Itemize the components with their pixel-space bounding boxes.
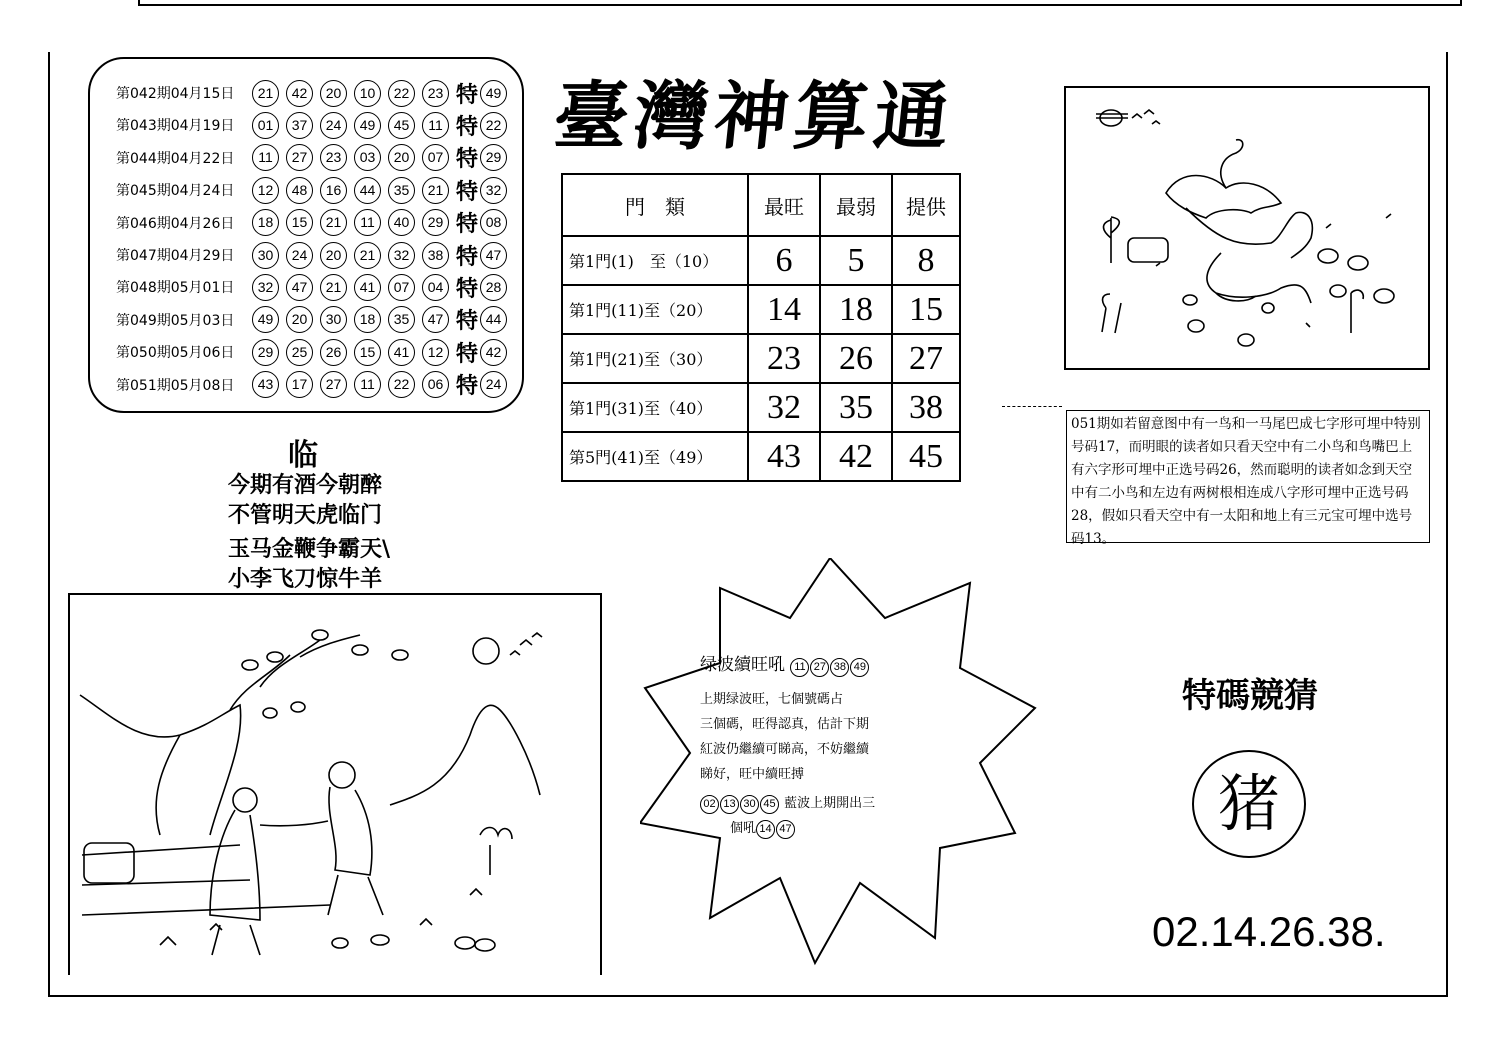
number-ball: 01 bbox=[252, 112, 279, 139]
draw-label: 第048期05月01日 bbox=[116, 280, 235, 297]
draw-label: 第045期04月24日 bbox=[116, 183, 235, 200]
page-title: 臺灣神算通 bbox=[549, 74, 959, 160]
number-ball: 07 bbox=[388, 274, 415, 301]
number-ball: 38 bbox=[422, 242, 449, 269]
draw-row bbox=[116, 174, 514, 206]
number-ball: 43 bbox=[252, 371, 279, 398]
number-ball: 17 bbox=[286, 371, 313, 398]
number-ball: 20 bbox=[320, 242, 347, 269]
table-cell: 5 bbox=[820, 236, 892, 285]
special-label: 特 bbox=[456, 81, 479, 108]
number-ball: 35 bbox=[388, 306, 415, 333]
small-number-ball: 11 bbox=[790, 658, 809, 677]
number-ball: 04 bbox=[422, 274, 449, 301]
draw-row bbox=[116, 369, 514, 401]
number-ball: 03 bbox=[354, 144, 381, 171]
number-ball: 07 bbox=[422, 144, 449, 171]
poem-title: 临 bbox=[288, 438, 318, 473]
number-ball: 06 bbox=[422, 371, 449, 398]
poem-line-1: 今期有酒今朝醉 bbox=[228, 472, 383, 498]
special-number-ball: 24 bbox=[480, 371, 507, 398]
number-ball: 23 bbox=[320, 144, 347, 171]
small-number-ball: 14 bbox=[756, 820, 775, 839]
draw-row bbox=[116, 77, 514, 109]
draw-label: 第050期05月06日 bbox=[116, 345, 235, 362]
table-row bbox=[562, 285, 960, 334]
number-ball: 16 bbox=[320, 177, 347, 204]
number-ball: 24 bbox=[286, 242, 313, 269]
starburst-line-1: 上期绿波旺，七個號碼占 bbox=[700, 692, 844, 707]
starburst-title-line bbox=[700, 650, 960, 677]
number-ball: 21 bbox=[320, 209, 347, 236]
number-ball: 27 bbox=[320, 371, 347, 398]
special-label: 特 bbox=[456, 113, 479, 140]
special-number-ball: 29 bbox=[480, 144, 507, 171]
number-ball: 35 bbox=[388, 177, 415, 204]
number-ball: 21 bbox=[252, 80, 279, 107]
table-row bbox=[562, 432, 960, 481]
number-ball: 21 bbox=[320, 274, 347, 301]
number-ball: 49 bbox=[354, 112, 381, 139]
table-cell: 35 bbox=[820, 383, 892, 432]
number-ball: 18 bbox=[252, 209, 279, 236]
number-ball: 23 bbox=[422, 80, 449, 107]
number-ball: 11 bbox=[422, 112, 449, 139]
table-cell: 14 bbox=[748, 285, 820, 334]
table-cell: 45 bbox=[892, 432, 960, 481]
draw-label: 第047期04月29日 bbox=[116, 248, 235, 264]
small-number-ball: 30 bbox=[740, 795, 759, 814]
number-ball: 22 bbox=[388, 371, 415, 398]
small-number-ball: 02 bbox=[700, 795, 719, 814]
small-number-ball: 13 bbox=[720, 795, 739, 814]
number-ball: 20 bbox=[320, 80, 347, 107]
table-cell: 18 bbox=[820, 285, 892, 334]
special-guess-animal: 猪 bbox=[1192, 750, 1306, 858]
special-label: 特 bbox=[456, 178, 479, 205]
draw-row bbox=[116, 142, 514, 174]
draw-row bbox=[116, 239, 514, 271]
table-cell: 43 bbox=[748, 432, 820, 481]
number-ball: 15 bbox=[286, 209, 313, 236]
number-ball: 29 bbox=[252, 339, 279, 366]
number-ball: 49 bbox=[252, 306, 279, 333]
number-ball: 47 bbox=[286, 274, 313, 301]
special-label: 特 bbox=[456, 340, 479, 367]
draw-label: 第049期05月03日 bbox=[116, 312, 235, 329]
number-ball: 25 bbox=[286, 339, 313, 366]
special-number-ball: 28 bbox=[480, 274, 507, 301]
number-ball: 20 bbox=[388, 144, 415, 171]
number-ball: 41 bbox=[354, 274, 381, 301]
riddle-illustration bbox=[1064, 86, 1430, 370]
special-label: 特 bbox=[456, 146, 479, 173]
number-ball: 40 bbox=[388, 209, 415, 236]
starburst-blue-line bbox=[700, 791, 960, 816]
header-hottest: 最旺 bbox=[748, 174, 820, 236]
special-number-ball: 32 bbox=[480, 177, 507, 204]
number-ball: 42 bbox=[286, 80, 313, 107]
table-cell: 32 bbox=[748, 383, 820, 432]
special-label: 特 bbox=[456, 211, 479, 238]
number-ball: 32 bbox=[388, 242, 415, 269]
bird-horse-drawing bbox=[1066, 88, 1428, 368]
draw-row bbox=[116, 336, 514, 368]
table-row bbox=[562, 236, 960, 285]
number-ball: 18 bbox=[354, 306, 381, 333]
table-row bbox=[562, 383, 960, 432]
number-ball: 11 bbox=[354, 209, 381, 236]
table-cell: 8 bbox=[892, 236, 960, 285]
bottom-numbers: 02.14.26.38. bbox=[1152, 908, 1386, 955]
number-ball: 21 bbox=[354, 242, 381, 269]
small-number-ball: 27 bbox=[810, 658, 829, 677]
starburst-line-4: 睇好，旺中續旺搏 bbox=[700, 767, 805, 782]
small-number-ball: 47 bbox=[776, 820, 795, 839]
poem-line-3: 玉马金鞭争霸天\ bbox=[228, 536, 391, 562]
small-number-ball: 49 bbox=[850, 658, 869, 677]
dotted-divider bbox=[1002, 406, 1062, 408]
header-weakest: 最弱 bbox=[820, 174, 892, 236]
special-label: 特 bbox=[456, 243, 479, 270]
number-ball: 12 bbox=[422, 339, 449, 366]
number-ball: 44 bbox=[354, 177, 381, 204]
starburst-title: 绿波續旺吼 bbox=[700, 655, 785, 675]
number-ball: 24 bbox=[320, 112, 347, 139]
poem-line-4: 小李飞刀惊牛羊 bbox=[228, 566, 383, 592]
two-figures-drawing bbox=[70, 595, 600, 975]
special-label: 特 bbox=[456, 373, 479, 400]
header-provided: 提供 bbox=[892, 174, 960, 236]
number-ball: 30 bbox=[252, 242, 279, 269]
number-ball: 11 bbox=[354, 371, 381, 398]
number-ball: 11 bbox=[252, 144, 279, 171]
table-cell: 15 bbox=[892, 285, 960, 334]
starburst-content bbox=[700, 650, 960, 841]
number-ball: 41 bbox=[388, 339, 415, 366]
riddle-explanation: 051期如若留意图中有一鸟和一马尾巴成七字形可埋中特别号码17，而明眼的读者如只看天空中有二小鸟和鸟嘴巴上有六字形可埋中正选号码26，然而聪明的读者如念到天空中有二小鸟和左边有两树根相连成八字形可埋中正选号码28，假如只看天空中有一太阳和地上有三元宝可埋中选号码13。 bbox=[1066, 410, 1430, 543]
table-cell: 26 bbox=[820, 334, 892, 383]
draw-label: 第046期04月26日 bbox=[116, 215, 235, 232]
blue-text: 藍波上期開出三 bbox=[784, 796, 876, 811]
draw-results-panel bbox=[88, 57, 524, 413]
number-ball: 10 bbox=[354, 80, 381, 107]
number-ball: 27 bbox=[286, 144, 313, 171]
header-category: 門 類 bbox=[562, 174, 748, 236]
draw-label: 第051期05月08日 bbox=[116, 377, 235, 394]
draw-row bbox=[116, 304, 514, 336]
draw-row bbox=[116, 207, 514, 239]
special-label: 特 bbox=[456, 275, 479, 302]
special-number-ball: 22 bbox=[480, 112, 507, 139]
starburst-paragraph bbox=[700, 687, 960, 841]
table-cell: 27 bbox=[892, 334, 960, 383]
row-label: 第1門(11)至（20） bbox=[562, 285, 748, 334]
row-label: 第1門(21)至（30） bbox=[562, 334, 748, 383]
table-cell: 6 bbox=[748, 236, 820, 285]
special-number-ball: 49 bbox=[480, 80, 507, 107]
table-row bbox=[562, 334, 960, 383]
special-label: 特 bbox=[456, 308, 479, 335]
special-guess-title: 特碼競猜 bbox=[1182, 676, 1318, 716]
number-ball: 45 bbox=[388, 112, 415, 139]
starburst-title-balls bbox=[790, 655, 870, 675]
special-number-ball: 44 bbox=[480, 306, 507, 333]
table-cell: 23 bbox=[748, 334, 820, 383]
small-number-ball: 38 bbox=[830, 658, 849, 677]
starburst-line-2: 三個碼，旺得認真，估計下期 bbox=[700, 717, 870, 732]
number-ball: 21 bbox=[422, 177, 449, 204]
draw-row bbox=[116, 109, 514, 141]
scene-illustration bbox=[68, 593, 602, 975]
number-ball: 15 bbox=[354, 339, 381, 366]
number-ball: 30 bbox=[320, 306, 347, 333]
draw-label: 第043期04月19日 bbox=[116, 118, 235, 135]
number-ball: 12 bbox=[252, 177, 279, 204]
row-label: 第1門(31)至（40） bbox=[562, 383, 748, 432]
number-ball: 48 bbox=[286, 177, 313, 204]
table-cell: 42 bbox=[820, 432, 892, 481]
last-text: 個吼 bbox=[730, 821, 757, 836]
number-ball: 29 bbox=[422, 209, 449, 236]
starburst-last-line bbox=[700, 816, 960, 841]
number-ball: 20 bbox=[286, 306, 313, 333]
table-header-row bbox=[562, 174, 960, 236]
door-table bbox=[561, 173, 961, 482]
special-number-ball: 08 bbox=[480, 209, 507, 236]
table-cell: 38 bbox=[892, 383, 960, 432]
number-ball: 37 bbox=[286, 112, 313, 139]
special-number-ball: 47 bbox=[480, 242, 507, 269]
special-number-ball: 42 bbox=[480, 339, 507, 366]
top-border bbox=[138, 0, 1462, 6]
last-balls bbox=[756, 821, 796, 836]
row-label: 第5門(41)至（49） bbox=[562, 432, 748, 481]
number-ball: 26 bbox=[320, 339, 347, 366]
poem-line-2: 不管明天虎临门 bbox=[228, 502, 383, 528]
number-ball: 47 bbox=[422, 306, 449, 333]
blue-balls bbox=[700, 796, 780, 811]
draw-label: 第044期04月22日 bbox=[116, 150, 235, 167]
starburst-line-3: 紅波仍繼續可睇高，不妨繼續 bbox=[700, 742, 870, 757]
number-ball: 22 bbox=[388, 80, 415, 107]
row-label: 第1門(1) 至（10） bbox=[562, 236, 748, 285]
small-number-ball: 45 bbox=[760, 795, 779, 814]
number-ball: 32 bbox=[252, 274, 279, 301]
draw-label: 第042期04月15日 bbox=[116, 86, 235, 102]
draw-row bbox=[116, 271, 514, 303]
